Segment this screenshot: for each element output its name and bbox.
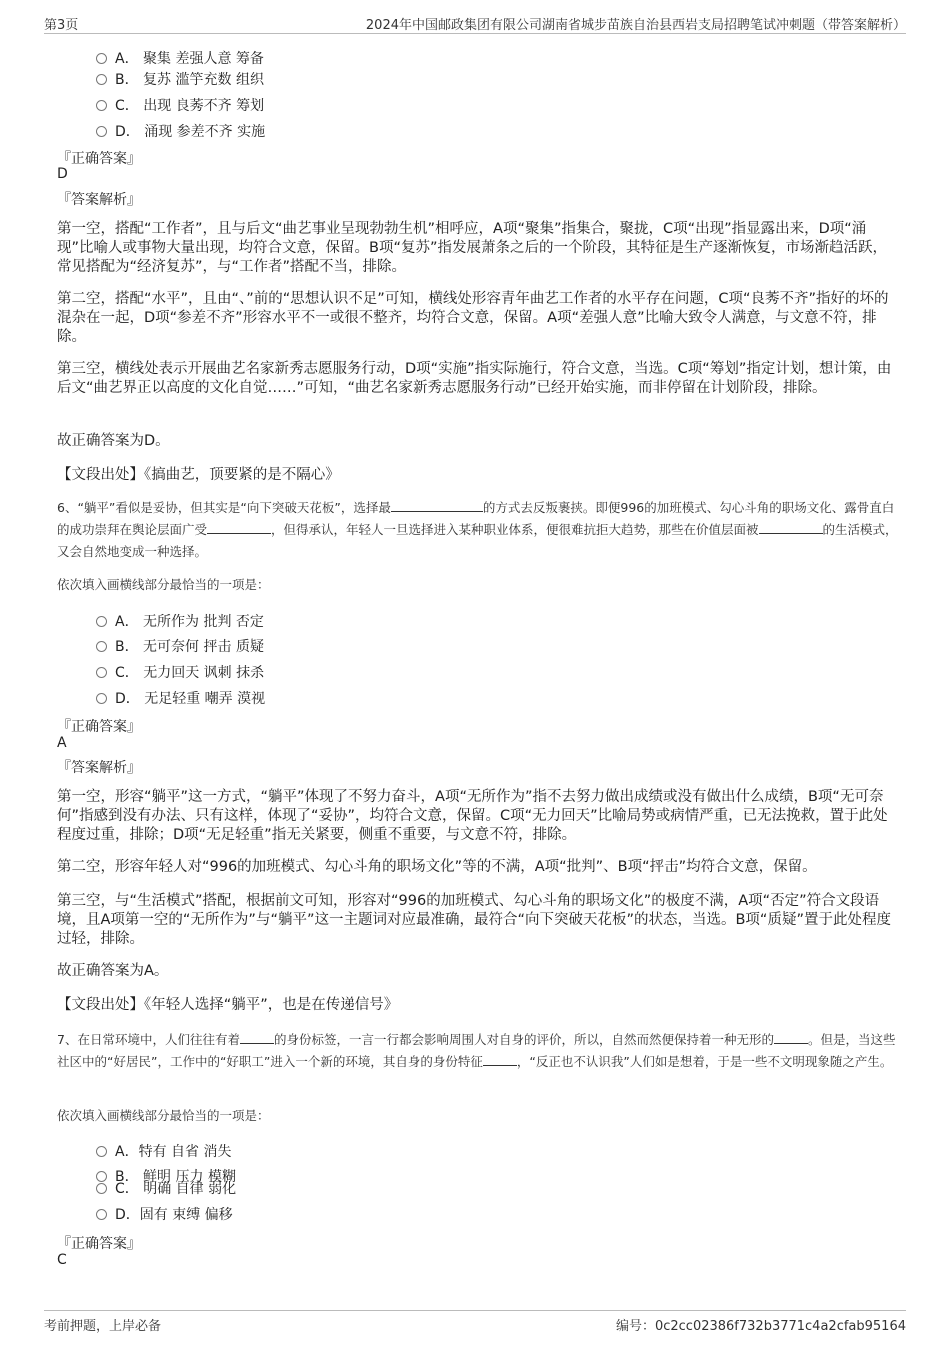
q5-option-c[interactable]: C． 出现 良莠不齐 筹划 [96, 95, 264, 115]
q5-analysis-para-3: 第三空，横线处表示开展曲艺名家新秀志愿服务行动，D项“实施”指实际施行，符合文意，当选。C项“筹划”指定计划，想计策，由后文“曲艺界正以高度的文化自觉……”可知，“曲艺名家新秀志愿服务行动”已经开始实施，而非停留在计划阶段，排除。 [57, 361, 892, 396]
q6-analysis-para-2: 第二空，形容年轻人对“996的加班模式、勾心斗角的职场文化”等的不满，A项“批判”、B项“抨击”均符合文意，保留。 [57, 859, 817, 875]
q6-analysis-label: 『答案解析』 [57, 760, 141, 776]
document-title: 2024年中国邮政集团有限公司湖南省城步苗族自治县西岩支局招聘笔试冲刺题（带答案解析） [365, 18, 906, 33]
q6-analysis-para-1: 第一空，形容“躺平”这一方式，“躺平”体现了不努力奋斗，A项“无所作为”指不去努力做出成绩或没有做出什么成绩，B项“无可奈何”指感到没有办法、只有这样，体现了“妥协”，均符合文意，保留。C项“无力回天”比喻局势或病情严重，已无法挽救，置于此处程度过重，排除；D项“无足轻重”指无关紧要，侧重不重要，与文意不符，排除。 [57, 789, 888, 843]
radio-icon[interactable] [96, 1146, 107, 1157]
header-rule [44, 33, 906, 34]
radio-icon[interactable] [96, 126, 107, 137]
q5-analysis-label: 『答案解析』 [57, 192, 141, 208]
radio-icon[interactable] [96, 74, 107, 85]
q5-answer: D [57, 166, 68, 182]
q5-conclusion: 故正确答案为D。 [57, 433, 170, 449]
radio-icon[interactable] [96, 100, 107, 111]
blank [774, 1031, 808, 1044]
q6-option-d[interactable]: D． 无足轻重 嘲弄 漠视 [96, 688, 265, 708]
q6-option-b[interactable]: B． 无可奈何 抨击 质疑 [96, 636, 264, 656]
q7-option-d[interactable]: D．固有 束缚 偏移 [96, 1204, 233, 1224]
radio-icon[interactable] [96, 616, 107, 627]
radio-icon[interactable] [96, 1183, 107, 1194]
q6-answer: A [57, 735, 67, 751]
footer-slogan: 考前押题，上岸必备 [44, 1319, 162, 1334]
radio-icon[interactable] [96, 641, 107, 652]
q6-instruction: 依次填入画横线部分最恰当的一项是： [57, 577, 270, 592]
q6-question-text: 6、“躺平”看似是妥协，但其实是“向下突破天花板”，选择最 的方式去反叛裹挟。即便996的加班模式、勾心斗角的职场文化、露骨直白的成功崇拜在舆论层面广受 ，但得承认，年轻人一旦选择进入某种职业体系，便很难抗拒大趋势，那些在价值层面被 的生活模式，又会自然地变成一种选择。 [57, 500, 898, 559]
q6-source: 【文段出处】《年轻人选择“躺平”，也是在传递信号》 [57, 997, 399, 1013]
q6-option-a[interactable]: A． 无所作为 批判 否定 [96, 611, 264, 631]
footer-rule [44, 1310, 906, 1311]
q7-instruction: 依次填入画横线部分最恰当的一项是： [57, 1108, 270, 1123]
document-code: 编号：0c2cc02386f732b3771c4a2cfab95164 [615, 1319, 906, 1334]
q5-option-b[interactable]: B． 复苏 滥竽充数 组织 [96, 69, 264, 89]
q7-question-text: 7、在日常环境中，人们往往有着 的身份标签，一言一行都会影响周围人对自身的评价，所以，自然而然便保持着一种无形的 。但是，当这些社区中的“好居民”，工作中的“好职工”进入一个新的环境，其自身的身份特征 ，“反正也不认识我”人们如是想着，于是一些不文明现象随之产生。 [57, 1032, 896, 1069]
q7-option-c[interactable]: C． 明确 自律 弱化 [96, 1178, 236, 1198]
q7-answer-label: 『正确答案』 [57, 1236, 141, 1252]
blank [759, 521, 823, 534]
q5-analysis-para-1: 第一空，搭配“工作者”，且与后文“曲艺事业呈现勃勃生机”相呼应，A项“聚集”指集合，聚拢，C项“出现”指显露出来，D项“涌现”比喻人或事物大量出现，均符合文意，保留。B项“复苏”指发展萧条之后的一个阶段，其特征是生产逐渐恢复，市场渐趋活跃，常见搭配为“经济复苏”，与“工作者”搭配不当，排除。 [57, 221, 887, 275]
radio-icon[interactable] [96, 53, 107, 64]
q7-answer: C [57, 1252, 67, 1268]
blank [391, 499, 483, 512]
q5-analysis-para-2: 第二空，搭配“水平”，且由“、”前的“思想认识不足”可知，横线处形容青年曲艺工作者的水平存在问题，C项“良莠不齐”指好的坏的混杂在一起，D项“参差不齐”形容水平不一或很不整齐，均符合文意，保留。A项“差强人意”比喻大致令人满意，与文意不符，排除。 [57, 291, 889, 345]
q6-analysis-para-3: 第三空，与“生活模式”搭配，根据前文可知，形容对“996的加班模式、勾心斗角的职场文化”的极度不满，A项“否定”符合文段语境，且A项第一空的“无所作为”与“躺平”这一主题词对应最准确，最符合“向下突破天花板”的状态，当选。B项“质疑”置于此处程度过轻，排除。 [57, 893, 891, 947]
blank [483, 1053, 517, 1066]
q7-option-a[interactable]: A．特有 自省 消失 [96, 1141, 231, 1161]
blank [240, 1031, 274, 1044]
q5-option-a[interactable]: A． 聚集 差强人意 筹备 [96, 48, 264, 68]
q5-source: 【文段出处】《搞曲艺，顶要紧的是不隔心》 [57, 467, 340, 483]
q6-answer-label: 『正确答案』 [57, 719, 141, 735]
blank [207, 521, 271, 534]
radio-icon[interactable] [96, 1209, 107, 1220]
q5-answer-label: 『正确答案』 [57, 151, 141, 167]
page-number: 第3页 [44, 18, 79, 33]
q7-option-b[interactable]: B． 鲜明 压力 模糊 [96, 1166, 236, 1186]
q6-conclusion: 故正确答案为A。 [57, 963, 169, 979]
radio-icon[interactable] [96, 667, 107, 678]
q5-option-d[interactable]: D． 涌现 参差不齐 实施 [96, 121, 265, 141]
q6-option-c[interactable]: C． 无力回天 讽刺 抹杀 [96, 662, 264, 682]
radio-icon[interactable] [96, 693, 107, 704]
